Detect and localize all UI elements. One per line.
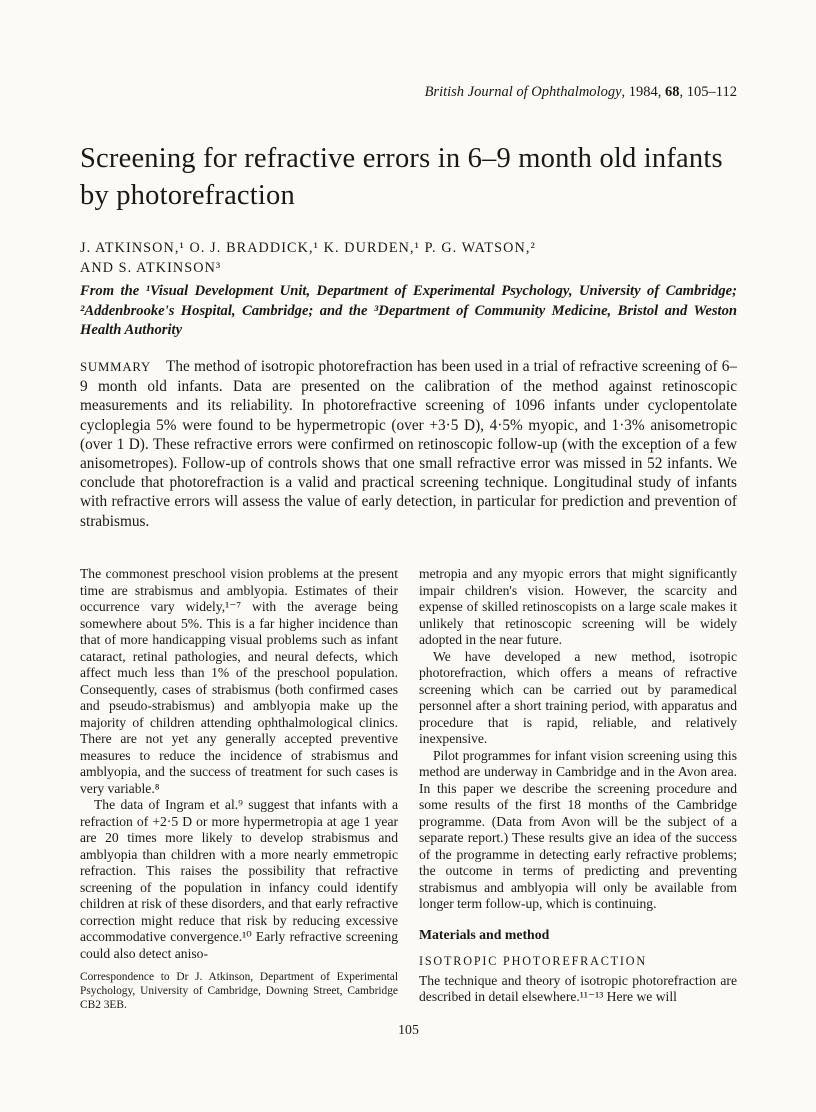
authors-line-2: AND S. ATKINSON³ xyxy=(80,260,222,276)
page-number: 105 xyxy=(398,1022,419,1037)
right-paragraph-3: Pilot programmes for infant vision screening using this method are underway in Cambridge and in the Avon area. In this paper we describe the screening procedure and some results of the first 18 months of the Cambridge programme. (Data from Avon will be the subject of a separate report.) These results give an idea of the success of the programme in detecting early refractive problems; the outcome in terms of predicting and preventing strabismus and amblyopia will only be available from longer term follow-up, which is continuing. xyxy=(419,747,737,911)
subsection-heading-isotropic-photorefraction: ISOTROPIC PHOTOREFRACTION xyxy=(419,954,647,968)
left-paragraph-1: The commonest preschool vision problems at the present time are strabismus and amblyopia. Estimates of their occurrence vary widely,¹⁻⁷ with the average being somewhere about 5%. This is a far higher incidence than that of more handicapping visual problems such as infant cataract, retinal pathologies, and neural defects, which affect much less than 1% of the preschool population. Consequently, cases of strabismus (both confirmed cases and pseudo-strabismus) and amblyopia make up the majority of children attending ophthalmological clinics. There are not yet any generally accepted preventive measures to reduce the incidence of strabismus and amblyopia, and the success of treatment for such cases is very variable.⁸ xyxy=(80,566,398,796)
body-columns xyxy=(80,566,737,1012)
section-heading-materials-and-method: Materials and method xyxy=(419,926,550,942)
right-paragraph-1: metropia and any myopic errors that might significantly impair children's vision. However, the scarcity and expense of skilled retinoscopists on a large scale makes it unlikely that retinoscopic screening will be widely adopted in the near future. xyxy=(419,566,737,647)
right-column xyxy=(419,566,737,1012)
right-paragraph-2: We have developed a new method, isotropic photorefraction, which offers a means of refractive screening which can be carried out by paramedical personnel after a short training period, with apparatus and procedure that is rapid, reliable, and relatively inexpensive. xyxy=(419,648,737,746)
journal-header-middle: , 1984, xyxy=(621,84,666,100)
authors-line-1: J. ATKINSON,¹ O. J. BRADDICK,¹ K. DURDEN,¹ P. G. WATSON,² xyxy=(80,240,536,256)
affiliation: From the ¹Visual Development Unit, Department of Experimental Psychology, University of Cambridge; ²Addenbrooke's Hospital, Cambridge; and the ³Department of Community Medicine, Bristol and Weston Health Authority xyxy=(80,283,737,338)
summary-section xyxy=(80,357,737,531)
summary-label: SUMMARY xyxy=(80,360,152,374)
correspondence-footnote: Correspondence to Dr J. Atkinson, Department of Experimental Psychology, University of Cambridge, Downing Street, Cambridge CB2 3EB. xyxy=(80,971,398,1011)
page-title: Screening for refractive errors in 6–9 month old infants by photorefraction xyxy=(80,143,723,211)
right-paragraph-4: The technique and theory of isotropic photorefraction are described in detail elsewhere.¹¹⁻¹³ Here we will xyxy=(419,972,737,1004)
left-paragraph-2: The data of Ingram et al.⁹ suggest that infants with a refraction of +2·5 D or more hypermetropia at age 1 year are 20 times more likely to develop strabismus and amblyopia than children with a more nearly emmetropic refraction. This raises the possibility that refractive screening of the population in infancy could identify children at risk of these disorders, and that early refractive correction might reduce that risk by reducing excessive accommodative convergence.¹⁰ Early refractive screening could also detect aniso- xyxy=(80,797,398,961)
journal-name: British Journal of Ophthalmology xyxy=(424,84,622,100)
left-column xyxy=(80,566,398,1012)
journal-header xyxy=(80,84,737,101)
summary-text: The method of isotropic photorefraction has been used in a trial of refractive screening of 6–9 month old infants. Data are presented on the calibration of the method against retinoscopic measurements and its reliability. In photorefractive screening of 1096 infants under cyclopentolate cycloplegia 5% were found to be hypermetropic (over +3·5 D), 4·5% myopic, and 1·3% anisometropic (over 1 D). These refractive errors were confirmed on retinoscopic follow-up (with the exception of a few anisometropes). Follow-up of controls shows that one small refractive error was missed in 52 infants. We conclude that photorefraction is a valid and practical screening technique. Longitudinal study of infants with refractive errors will assess the value of early detection, in particular for prediction and prevention of strabismus. xyxy=(80,358,737,530)
journal-page-range: , 105–112 xyxy=(679,84,737,100)
authors-line xyxy=(80,238,737,278)
journal-volume: 68 xyxy=(665,84,680,100)
